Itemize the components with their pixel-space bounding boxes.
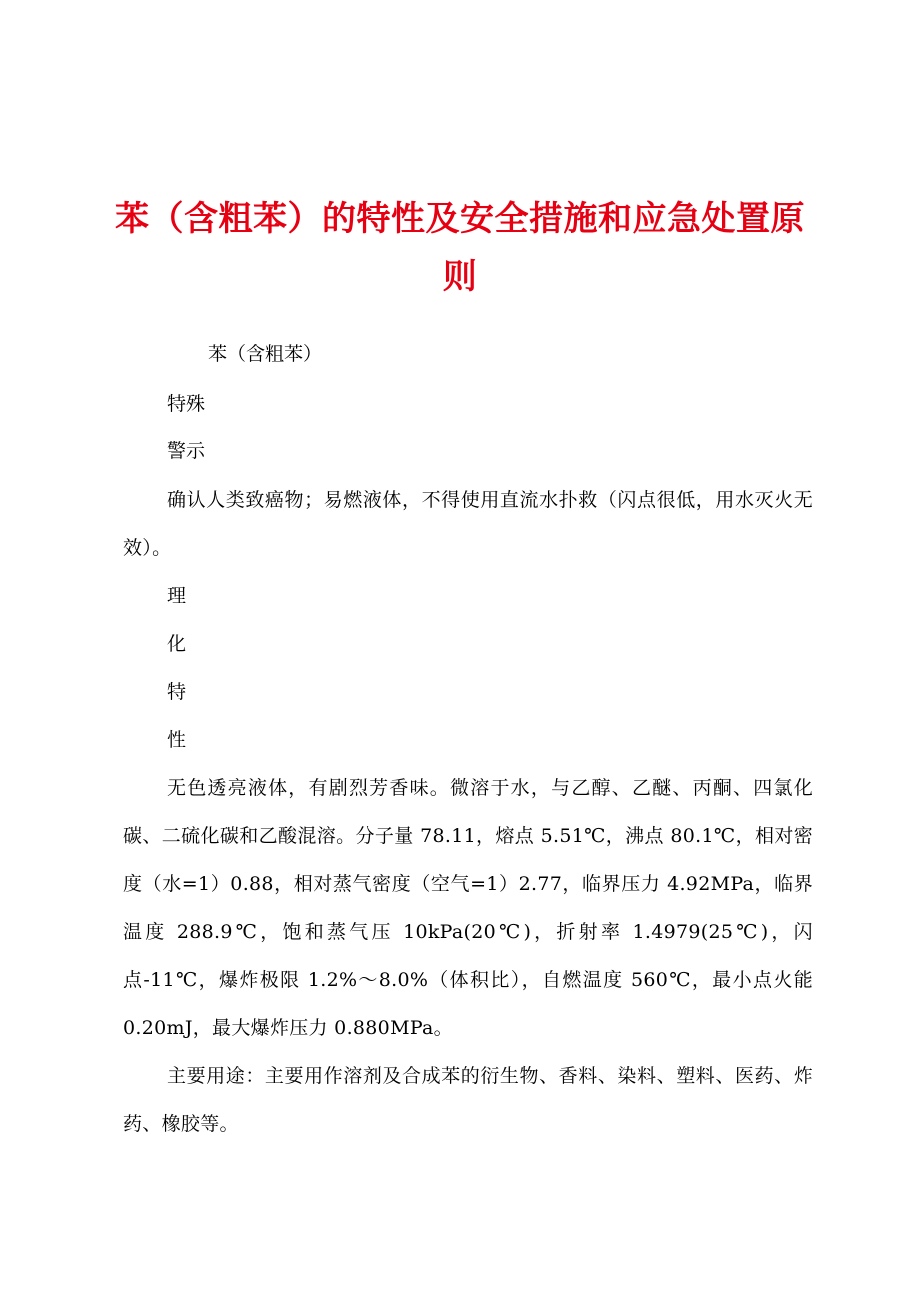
physchem-text: 无色透亮液体，有剧烈芳香味。微溶于水，与乙醇、乙醚、丙酮、四氯化碳、二硫化碳和乙酸混溶。分子量 78.11，熔点 5.51℃，沸点 80.1℃，相对密度（水=1）0.88，相对蒸气密度（空气=1）2.77，临界压力 4.92MPa，临界温度 288.9℃，饱和蒸气压 10kPa(20℃)，折射率 1.4979(25℃)，闪点-11℃，爆炸极限 1.2%～8.0%（体积比），自燃温度 560℃，最小点火能 0.20mJ，最大爆炸压力 0.880MPa。 — [123, 777, 813, 1039]
physchem-label-char-1: 理 — [167, 585, 187, 607]
special-warning-text: 确认人类致癌物；易燃液体，不得使用直流水扑救（闪点很低，用水灭火无效）。 — [123, 489, 813, 559]
physchem-label-char-3: 特 — [167, 681, 187, 703]
usage-text: 主要用途：主要用作溶剂及合成苯的衍生物、香料、染料、塑料、医药、炸药、橡胶等。 — [123, 1065, 813, 1135]
special-warning-label-1: 特殊 — [167, 393, 206, 415]
physchem-label-char-4: 性 — [167, 729, 187, 751]
physchem-label-char-2: 化 — [167, 633, 187, 655]
subject-heading: 苯（含粗苯） — [208, 343, 323, 365]
special-warning-label-2: 警示 — [167, 440, 206, 462]
document-title: 苯（含粗苯）的特性及安全措施和应急处置原则 — [115, 199, 805, 297]
